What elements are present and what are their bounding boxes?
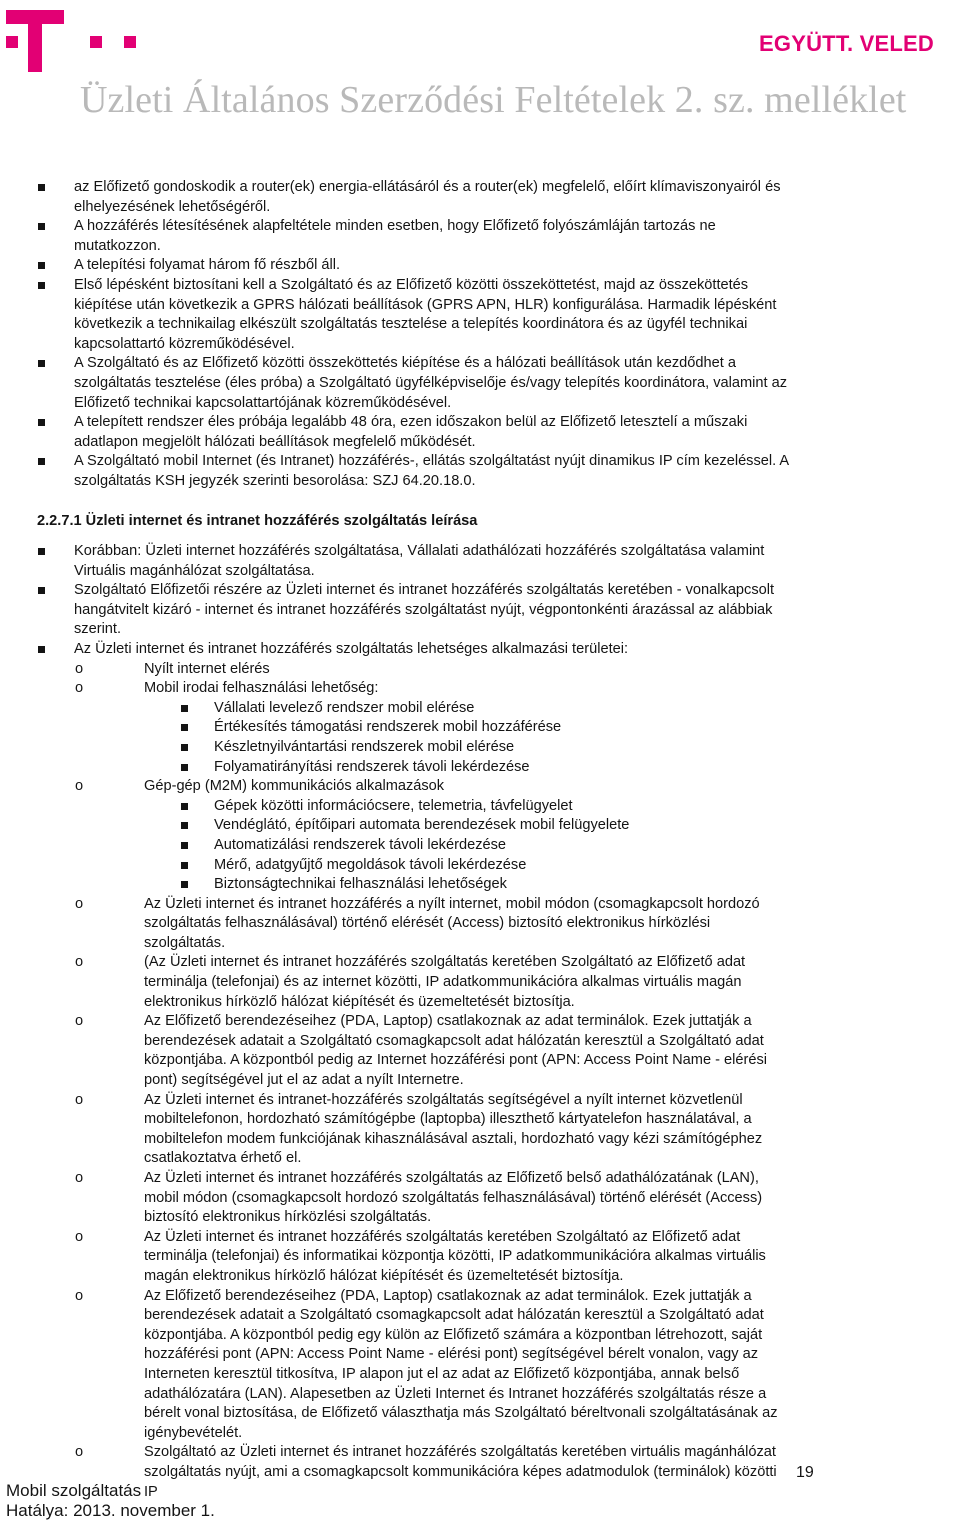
square-bullet-icon xyxy=(181,881,188,888)
circle-bullet-icon: o xyxy=(75,1287,84,1304)
square-bullet-icon xyxy=(38,360,45,367)
sub-list-item: o Az Üzleti internet és intranet hozzáférés szolgáltatás keretében Szolgáltató az Előfizető adat terminálja (telefonjai) és informatikai központja közötti, IP adatkommunikációra alkalmas virtuális magán elektronikus hírközlő hálózat kiépítését és üzemeltetését biztosítja. xyxy=(75,1228,766,1284)
square-bullet-icon xyxy=(181,744,188,751)
page-number: 19 xyxy=(796,1464,814,1481)
list-item: Korábban: Üzleti internet hozzáférés szolgáltatása, Vállalati adathálózati hozzáférés szolgáltatása valamint Virtuális magánhálózat szolgáltatása. xyxy=(0,542,804,581)
sub-list-item: o Az Előfizető berendezéseihez (PDA, Laptop) csatlakoznak az adat terminálok. Ezek juttatják a berendezések adatait a Szolgáltató csomagkapcsolt adat hálózatán keresztül a Szolgáltató adat központjába. A központból pedig egy külön az Előfizető számára a központban létrehozott, saját hozzáférési pont (APN: Access Point Name - elérési pont) segítségével bérelt vonalon, vagy az Interneten keresztül titkosítva, IP alapon jut el az adat az Előfizető központjába, annak belső adathálózatára (LAN). Alapesetben az Üzleti Internet és Intranet hozzáférés szolgáltatás része a bérelt vonal biztosítása, de Előfizető választhatja más Szolgáltató béreltvonali szolgáltatásának az igénybevételét. xyxy=(75,1287,778,1441)
sub-list-item: o Az Üzleti internet és intranet-hozzáférés szolgáltatás segítségével a nyílt internet közvetlenül mobiltelefonon, hordozható számítógépbe (laptopba) illeszthető kártyatelefon használatával, a mobiltelefon modem funkciójának kihasználásával asztali, hordozható vagy kézi számítógéphez csatlakoztatva érhető el. xyxy=(75,1091,763,1167)
square-bullet-icon xyxy=(38,223,45,230)
sub-sub-list-item: Mérő, adatgyűjtő megoldások távoli lekérdezése xyxy=(0,856,794,876)
sub-list-item: o (Az Üzleti internet és intranet hozzáférés szolgáltatás keretében Szolgáltató az Előfizető adat terminálja (telefonjai) és az internet közötti, IP adatkommunikációra alkalmas virtuális magán elektronikus hírközlő hálózat kiépítését és üzemeltetését biztosítja. xyxy=(75,954,746,1010)
list-item: Az Üzleti internet és intranet hozzáférés szolgáltatás lehetséges alkalmazási területei: xyxy=(0,640,804,660)
square-bullet-icon xyxy=(38,282,45,289)
circle-bullet-icon: o xyxy=(75,1170,84,1186)
sub-sub-list-item: Gépek közötti információcsere, telemetria, távfelügyelet xyxy=(0,797,794,817)
list-item: A telepítési folyamat három fő részből áll. xyxy=(0,256,804,276)
footer-effective-date: Hatálya: 2013. november 1. xyxy=(6,1501,215,1520)
square-bullet-icon xyxy=(38,646,45,653)
sub-sub-list-item: Folyamatirányítási rendszerek távoli lekérdezése xyxy=(0,758,794,778)
list-item: Első lépésként biztosítani kell a Szolgáltató és az Előfizető közötti összeköttetést, majd az összeköttetés kiépítése után következik a GPRS hálózati beállítások (GPRS APN, HLR) konfigurálása. Harmadik lépésként következik a technikailag elkészült szolgáltatás tesztelése a telepítés koordinátora és az ügyfél technikai kapcsolattartó közreműködésével. xyxy=(0,276,804,354)
sub-list-item: o Nyílt internet elérés xyxy=(0,660,794,680)
square-bullet-icon xyxy=(38,458,45,465)
circle-bullet-icon: o xyxy=(75,1013,84,1030)
sub-list-item: o Az Üzleti internet és intranet hozzáférés a nyílt internet, mobil módon (csomagkapcsolt hordozó szolgáltatás felhasználásával) történő elérését (Access) biztosító elektronikus hírközlési szolgáltatás. xyxy=(75,895,760,951)
list-item: az Előfizető gondoskodik a router(ek) energia-ellátásáról és a router(ek) megfelelő, előírt klímaviszonyairól és elhelyezésének lehetőségéről. xyxy=(0,178,804,217)
square-bullet-icon xyxy=(181,803,188,810)
sub-list-item: o Az Előfizető berendezéseihez (PDA, Laptop) csatlakoznak az adat terminálok. Ezek juttatják a berendezések adatait a Szolgáltató csomagkapcsolt adat hálózatán keresztül a Szolgáltató adat központjába. A központból pedig az Internet hozzáférési pont (APN: Access Point Name - elérési pont) segítségével jut el az adat a nyílt Internetre. xyxy=(75,1013,768,1089)
circle-bullet-icon: o xyxy=(75,1228,84,1245)
circle-bullet-icon: o xyxy=(75,680,84,697)
intro-list xyxy=(0,178,960,492)
circle-bullet-icon: o xyxy=(75,778,84,795)
section-heading: 2.2.7.1 Üzleti internet és intranet hozzáférés szolgáltatás leírása xyxy=(37,513,478,529)
square-bullet-icon xyxy=(38,419,45,426)
square-bullet-icon xyxy=(181,724,188,731)
sub-sub-list-item: Készletnyilvántartási rendszerek mobil elérése xyxy=(0,738,794,758)
square-bullet-icon xyxy=(38,184,45,191)
square-bullet-icon xyxy=(38,548,45,555)
square-bullet-icon xyxy=(181,842,188,849)
square-bullet-icon xyxy=(181,705,188,712)
sub-list-item: o Az Üzleti internet és intranet hozzáférés szolgáltatás az Előfizető belső adathálózatának (LAN), mobil módon (csomagkapcsolt hordozó szolgáltatás felhasználásával) történő elérését (Access) biztosító elektronikus hírközlési szolgáltatás. xyxy=(75,1170,763,1226)
circle-bullet-icon: o xyxy=(75,1091,84,1108)
list-item: A Szolgáltató mobil Internet (és Intranet) hozzáférés-, ellátás szolgáltatást nyújt dinamikus IP cím kezeléssel. A szolgáltatás KSH jegyzék szerinti besorolása: SZJ 64.20.18.0. xyxy=(0,452,804,491)
circle-bullet-icon: o xyxy=(75,954,84,971)
sub-list-item: o Szolgáltató az Üzleti internet és intranet hozzáférés szolgáltatás keretében virtuális magánhálózat szolgáltatás nyújt, ami a csomagkapcsolt kommunikációra képes adatmodulok (terminálok) közötti IP xyxy=(75,1444,777,1500)
page-footer xyxy=(6,1481,215,1521)
square-bullet-icon xyxy=(181,862,188,869)
sub-sub-list-item: Automatizálási rendszerek távoli lekérdezése xyxy=(0,836,794,856)
document-title: Üzleti Általános Szerződési Feltételek 2. sz. melléklet xyxy=(80,79,907,121)
list-item: Szolgáltató Előfizetői részére az Üzleti internet és intranet hozzáférés szolgáltatás keretében - vonalkapcsolt hangátvitelt kizáró - internet és intranet hozzáférés szolgáltatást nyújt, végpontonkénti árazással az alábbiak szerint. xyxy=(0,581,804,640)
sub-sub-list-item: Biztonságtechnikai felhasználási lehetőségek xyxy=(0,875,794,895)
service-description-list xyxy=(0,542,960,1502)
t-logo xyxy=(6,6,156,72)
circle-bullet-icon: o xyxy=(75,895,84,912)
list-item: A hozzáférés létesítésének alapfeltétele minden esetben, hogy Előfizető folyószámláján tartozás ne mutatkozzon. xyxy=(0,217,804,256)
square-bullet-icon xyxy=(181,764,188,771)
list-item: A telepített rendszer éles próbája legalább 48 óra, ezen időszakon belül az Előfizető letesztelí a műszaki adatlapon megjelölt hálózati beállítások megfelelő működését. xyxy=(0,413,804,452)
sub-list-item: o Mobil irodai felhasználási lehetőség: xyxy=(0,679,794,699)
brand-slogan: EGYÜTT. VELED xyxy=(759,31,934,56)
sub-sub-list-item: Vállalati levelező rendszer mobil elérése xyxy=(0,699,794,719)
sub-sub-list-item: Értékesítés támogatási rendszerek mobil hozzáférése xyxy=(0,718,794,738)
t-logo-icon xyxy=(6,6,156,72)
sub-sub-list-item: Vendéglátó, építőipari automata berendezések mobil felügyelete xyxy=(0,816,794,836)
square-bullet-icon xyxy=(38,262,45,269)
square-bullet-icon xyxy=(38,587,45,594)
footer-service-name: Mobil szolgáltatás xyxy=(6,1481,142,1500)
sub-list-item: o Gép-gép (M2M) kommunikációs alkalmazások xyxy=(0,777,794,797)
square-bullet-icon xyxy=(181,822,188,829)
circle-bullet-icon: o xyxy=(75,1444,84,1461)
list-item: A Szolgáltató és az Előfizető közötti összeköttetés kiépítése és a hálózati beállítások után kezdődhet a szolgáltatás tesztelése (éles próba) a Szolgáltató ügyfélképviselője és/vagy telepítés koordinátora, valamint az Előfizető technikai kapcsolattartójának közreműködésével. xyxy=(0,354,804,413)
circle-bullet-icon: o xyxy=(75,660,84,677)
